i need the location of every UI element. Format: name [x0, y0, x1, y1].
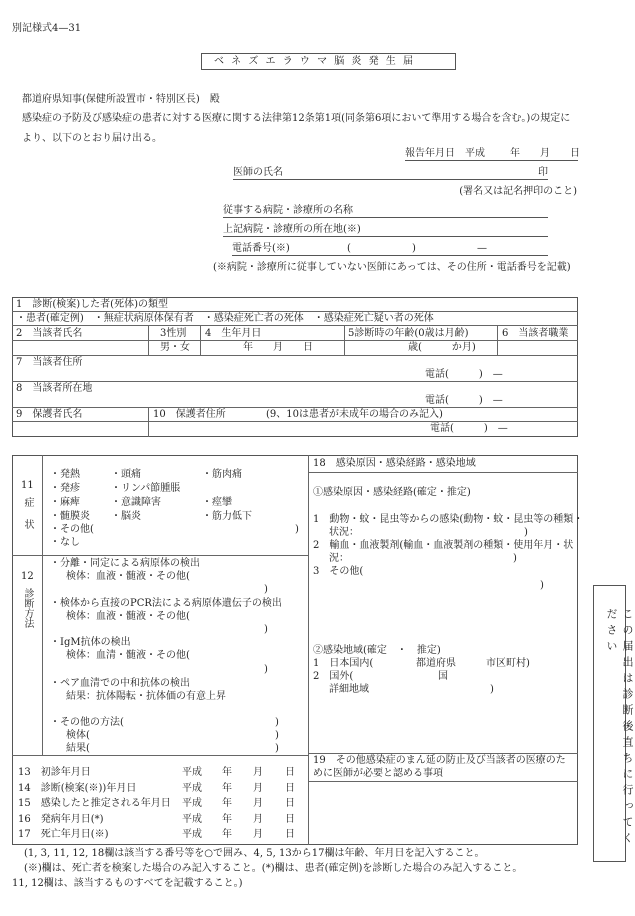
item-19-header-1: 19 その他感染症のまん延の防止及び当該者の医療のた: [313, 755, 566, 766]
guardian-phone[interactable]: 電話( ) —: [430, 423, 508, 434]
date-row-label: 15 感染したと推定される年月日: [18, 798, 171, 809]
date-era[interactable]: 平成: [182, 829, 202, 840]
phone-field[interactable]: [232, 243, 548, 256]
item-12-label: 診断方法: [22, 588, 33, 628]
method-neutralizing-result[interactable]: 結果：抗体陽転・抗体価の有意上昇: [66, 691, 226, 702]
prefecture-label: 都道府県: [416, 658, 456, 669]
date-day[interactable]: 日: [285, 813, 295, 825]
date-day[interactable]: 日: [285, 767, 295, 778]
dash: —: [477, 243, 487, 254]
date-row-label: 16 発病年月日(*): [18, 813, 104, 825]
symptom-headache[interactable]: ・頭痛: [111, 469, 141, 480]
method-igm[interactable]: ・IgM抗体の検出: [50, 637, 131, 648]
symptom-consciousness[interactable]: ・意識障害: [111, 497, 161, 508]
paren-open: (: [347, 243, 351, 254]
paren-close: ): [513, 553, 517, 564]
item-8-label: 8 当該者所在地: [16, 383, 93, 394]
date-month[interactable]: 月: [253, 782, 263, 794]
region-detail[interactable]: 詳細地域: [329, 684, 369, 695]
date-year[interactable]: 年: [222, 813, 232, 825]
route-transfusion-status[interactable]: 況：: [329, 553, 349, 564]
era: 平成: [465, 148, 485, 159]
side-note: この届出は診断後直ちに行ってください: [605, 608, 634, 848]
item-10-label: 10 保護者住所: [153, 409, 226, 420]
signature-note: (署名又は記名押印のこと): [459, 186, 577, 197]
date-month[interactable]: 月: [253, 829, 263, 840]
paren-close: ): [490, 684, 494, 695]
seal-label: 印: [538, 167, 548, 178]
symptom-convulsion[interactable]: ・痙攣: [202, 497, 232, 508]
date-era[interactable]: 平成: [182, 798, 202, 809]
region-overseas[interactable]: 2 国外(: [313, 671, 354, 682]
country-label: 国: [438, 671, 448, 682]
item-18-header: 18 感染原因・感染経路・感染地域: [313, 458, 476, 469]
method-pcr-specimen[interactable]: 検体：血液・髄液・その他(: [66, 611, 190, 622]
date-row-label: 17 死亡年月日(※): [18, 829, 109, 840]
title-box: [201, 53, 456, 70]
method-pcr[interactable]: ・検体から直接のPCR法による病原体遺伝子の検出: [50, 598, 282, 609]
month-label: 月: [540, 148, 550, 159]
item-11-number: 11: [21, 480, 34, 491]
item-1-label: 1 診断(検案)した者(死体)の類型: [16, 299, 168, 310]
method-isolation[interactable]: ・分離・同定による病原体の検出: [50, 558, 200, 569]
method-isolation-specimen[interactable]: 検体：血液・髄液・その他(: [66, 571, 190, 582]
phone-note: (※病院・診療所に従事していない医師にあっては、その住所・電話番号を記載): [213, 262, 571, 273]
item-19-field[interactable]: [309, 782, 577, 844]
paren-close: ): [264, 584, 268, 595]
paren-close: ): [524, 527, 528, 538]
date-era[interactable]: 平成: [182, 782, 202, 794]
method-igm-specimen[interactable]: 検体：血清・髄液・その他(: [66, 650, 190, 661]
date-day[interactable]: 日: [285, 829, 295, 840]
method-other[interactable]: ・その他の方法(: [50, 717, 124, 728]
note-1: (1, 3, 11, 12, 18欄は該当する番号等を○で囲み、4, 5, 13から17欄は年齢、年月日を記入すること。: [24, 848, 485, 859]
method-neutralizing[interactable]: ・ペア血清での中和抗体の検出: [50, 678, 190, 689]
side-note-box: [593, 585, 634, 862]
item-4-label: 4 生年月日: [205, 328, 262, 339]
report-date-label: 報告年月日: [405, 148, 455, 159]
symptom-meningitis[interactable]: ・髄膜炎: [50, 511, 90, 522]
form-id: 別記様式4—31: [12, 23, 82, 34]
symptom-rash[interactable]: ・発疹: [50, 483, 80, 494]
symptom-myalgia[interactable]: ・筋肉痛: [202, 469, 242, 480]
hospital-name-field[interactable]: [223, 205, 548, 218]
date-row-label: 13 初診年月日: [18, 767, 91, 778]
item-5-label: 5診断時の年齢(0歳は月齢): [348, 328, 469, 339]
paren-close: ): [295, 524, 299, 535]
paren-close: ): [540, 580, 544, 591]
phone-label: 電話番号(※): [232, 243, 290, 254]
date-month[interactable]: 月: [253, 767, 263, 778]
infection-route-label[interactable]: ①感染原因・感染経路(確定・推定): [313, 487, 471, 498]
date-row-label: 14 診断(検案(※))年月日: [18, 782, 137, 794]
paren-close: ): [275, 730, 279, 741]
form-title: ベ ネ ズ エ ラ ウ マ 脳 炎 発 生 届: [214, 56, 415, 67]
item-19-header-2: めに医師が必要と認める事項: [313, 768, 443, 779]
route-animal-status[interactable]: 状況：: [329, 527, 359, 538]
symptom-other[interactable]: ・その他(: [50, 524, 94, 535]
symptom-weakness[interactable]: ・筋力低下: [202, 511, 252, 522]
item-9-label: 9 保護者氏名: [16, 409, 83, 420]
report-date-field[interactable]: [405, 148, 578, 161]
symptom-lymphadenopathy[interactable]: ・リンパ節腫脹: [111, 483, 181, 494]
infection-region-label[interactable]: ②感染地域(確定 ・ 推定): [313, 645, 441, 656]
symptom-fever[interactable]: ・発熱: [50, 469, 80, 480]
doctor-name-field[interactable]: [233, 167, 548, 180]
date-day[interactable]: 日: [285, 798, 295, 809]
paren-close: ): [275, 717, 279, 728]
age-field[interactable]: 歳( か月): [408, 342, 476, 353]
item-11-label: 症状: [22, 497, 33, 541]
preamble-line-1: 感染症の予防及び感染症の患者に対する医療に関する法律第12条第1項(同条第6項において準用する場合を含む。)の規定に: [22, 113, 571, 124]
note-3: 11, 12欄は、該当するものすべてを記載すること。): [12, 878, 243, 889]
case-type-options[interactable]: ・患者(確定例) ・無症状病原体保有者 ・感染症死亡者の死体 ・感染症死亡疑い者の死体: [16, 313, 434, 324]
sex-options[interactable]: 男・女: [160, 342, 190, 353]
route-transfusion[interactable]: 2 輸血・血液製剤(輸血・血液製剤の種類・使用年月・状: [313, 540, 574, 551]
item-7-label: 7 当該者住所: [16, 357, 83, 368]
date-month[interactable]: 月: [253, 798, 263, 809]
date-year[interactable]: 年: [222, 782, 232, 794]
note-2: (※)欄は、死亡者を検案した場合のみ記入すること。(*)欄は、患者(確定例)を診断した場合のみ記入すること。: [24, 863, 523, 874]
date-year[interactable]: 年: [222, 829, 232, 840]
symptom-paralysis[interactable]: ・麻痺: [50, 497, 80, 508]
location-phone[interactable]: 電話( ) —: [425, 395, 503, 406]
dob-field[interactable]: 年 月 日: [243, 342, 313, 353]
preamble-line-2: より、以下のとおり届け出る。: [22, 133, 162, 144]
paren-close: ): [264, 624, 268, 635]
route-other[interactable]: 3 その他(: [313, 566, 364, 577]
date-day[interactable]: 日: [285, 782, 295, 794]
symptom-none[interactable]: ・なし: [50, 537, 80, 548]
method-other-result[interactable]: 結果(: [66, 743, 90, 754]
day-label: 日: [570, 148, 580, 159]
item-2-label: 2 当該者氏名: [16, 328, 83, 339]
region-domestic[interactable]: 1 日本国内(: [313, 658, 374, 669]
doctor-name-label: 医師の氏名: [233, 167, 283, 178]
date-year[interactable]: 年: [222, 798, 232, 809]
item-3-label: 3性別: [160, 328, 187, 339]
date-month[interactable]: 月: [253, 813, 263, 825]
method-other-specimen[interactable]: 検体(: [66, 730, 90, 741]
hospital-address-label: 上記病院・診療所の所在地(※): [223, 224, 361, 235]
address-phone[interactable]: 電話( ) —: [425, 369, 503, 380]
item-10-note: (9、10は患者が未成年の場合のみ記入): [266, 409, 443, 420]
municipality-label: 市区町村): [486, 658, 530, 669]
date-era[interactable]: 平成: [182, 767, 202, 778]
paren-close: ): [275, 743, 279, 754]
paren-close: ): [412, 243, 416, 254]
addressee: 都道府県知事(保健所設置市・特別区長) 殿: [22, 94, 220, 105]
hospital-name-label: 従事する病院・診療所の名称: [223, 205, 353, 216]
year-label: 年: [510, 148, 520, 159]
hospital-address-field[interactable]: [223, 224, 548, 237]
date-era[interactable]: 平成: [182, 813, 202, 825]
paren-close: ): [264, 664, 268, 675]
symptom-encephalitis[interactable]: ・脳炎: [111, 511, 141, 522]
item-12-number: 12: [21, 571, 34, 582]
item-6-label: 6 当該者職業: [502, 328, 569, 339]
route-animal[interactable]: 1 動物・蚊・昆虫等からの感染(動物・蚊・昆虫等の種類・: [313, 514, 584, 525]
date-year[interactable]: 年: [222, 767, 232, 778]
